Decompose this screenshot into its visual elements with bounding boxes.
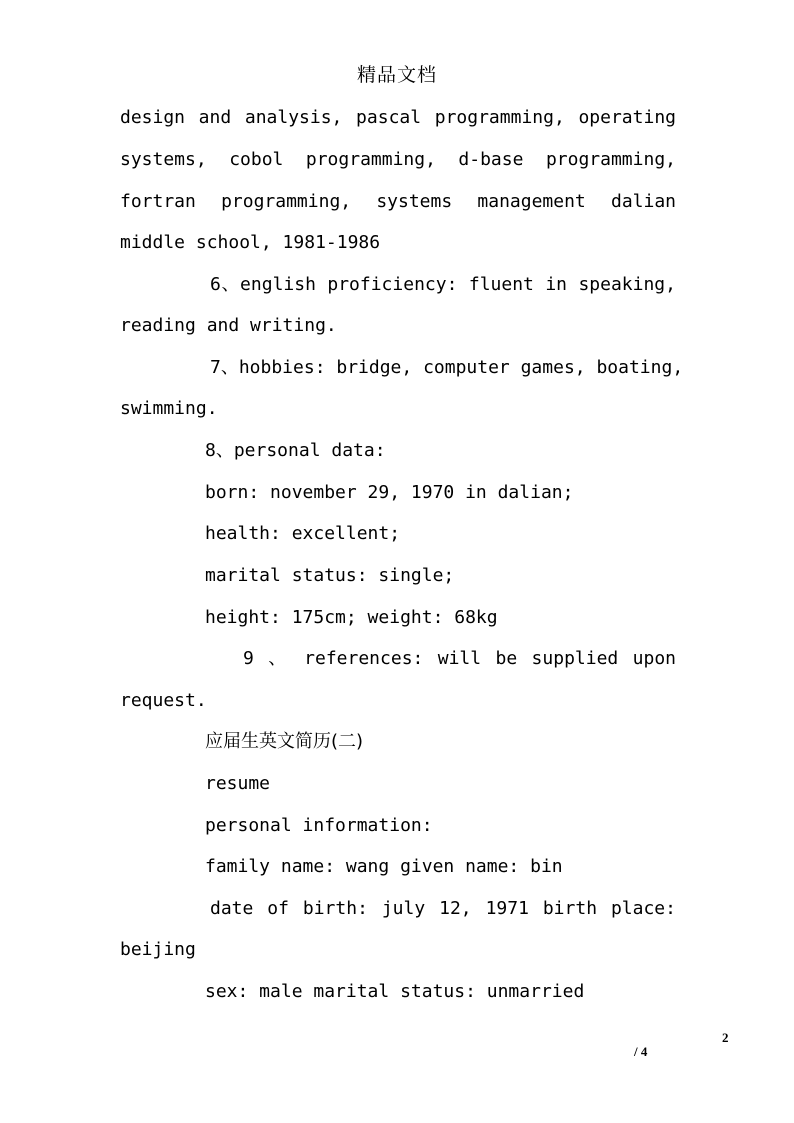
body-line: height: 175cm; weight: 68kg	[205, 607, 498, 628]
body-line: 6、english proficiency: fluent in speaking,	[210, 274, 676, 295]
page-number: 2	[722, 1030, 729, 1045]
body-line: reading and writing.	[120, 315, 337, 336]
body-line: resume	[205, 773, 271, 794]
body-line: 9 、 references: will be supplied upon	[243, 648, 676, 669]
body-line: swimming.	[120, 398, 218, 419]
section-heading: 应届生英文简历(二)	[205, 731, 364, 752]
body-line: born: november 29, 1970 in dalian;	[205, 482, 574, 503]
page-header: 精品文档	[356, 64, 437, 86]
body-line: marital status: single;	[205, 565, 455, 586]
body-line: family name: wang given name: bin	[205, 856, 563, 877]
body-line: 8、personal data:	[205, 440, 386, 461]
body-line: middle school, 1981-1986	[120, 232, 381, 253]
page-total: / 4	[634, 1044, 648, 1059]
body-line: design and analysis, pascal programming, operating	[120, 107, 676, 128]
body-line: personal information:	[205, 815, 433, 836]
body-line: 7、hobbies: bridge, computer games, boating,	[210, 357, 684, 378]
body-line: date of birth: july 12, 1971 birth place:	[210, 898, 676, 919]
body-line: beijing	[120, 939, 196, 960]
body-line: systems, cobol programming, d-base programming,	[120, 149, 676, 170]
body-line: health: excellent;	[205, 523, 401, 544]
body-line: request.	[120, 690, 207, 711]
body-line: fortran programming, systems management dalian	[120, 191, 676, 212]
body-line: sex: male marital status: unmarried	[205, 981, 585, 1002]
